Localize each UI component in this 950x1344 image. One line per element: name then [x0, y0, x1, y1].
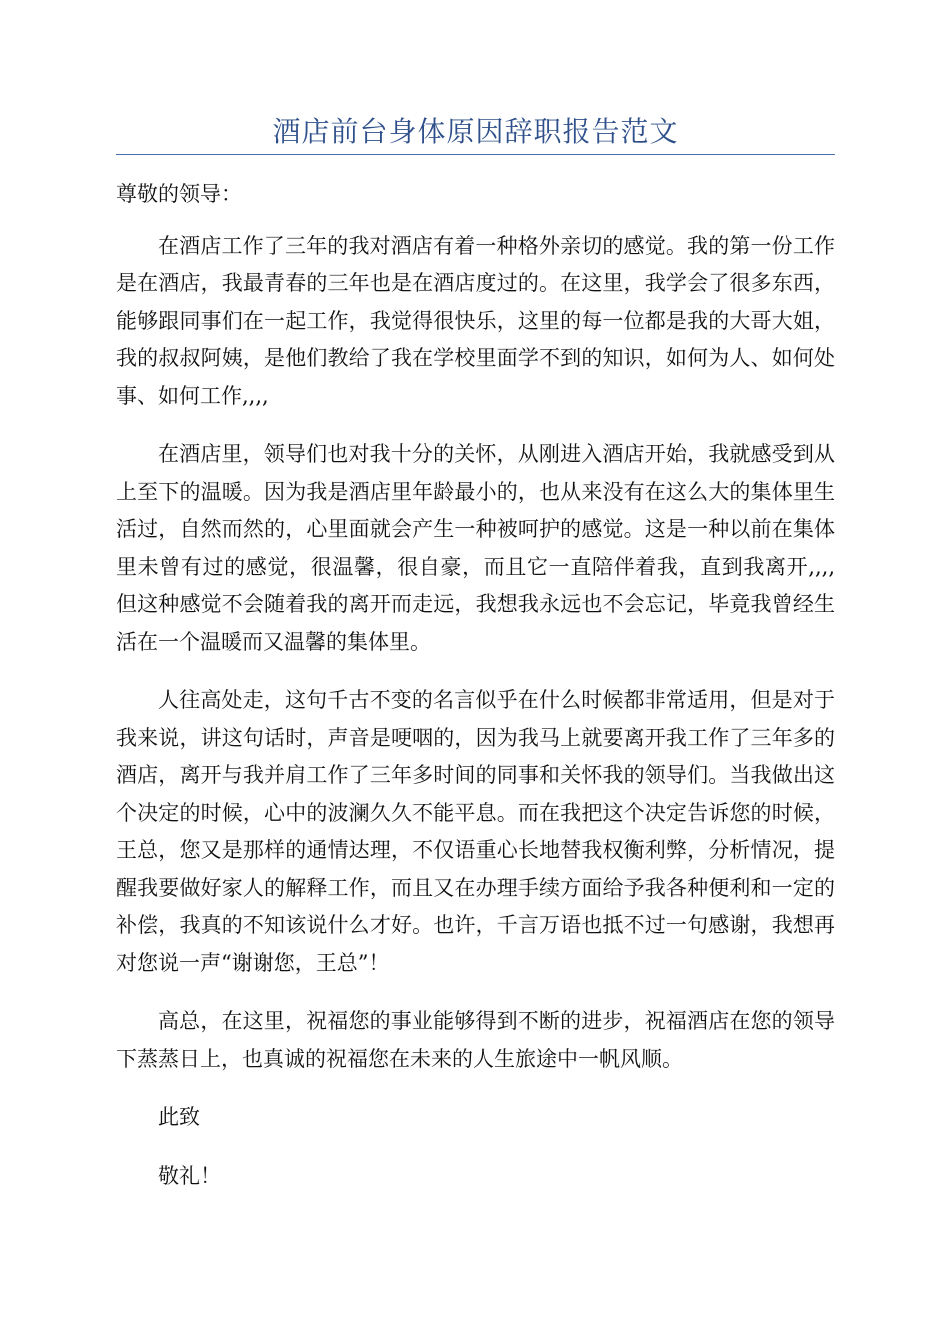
paragraph-3: 人往高处走，这句千古不变的名言似乎在什么时候都非常适用，但是对于我来说，讲这句话时，声音是哽咽的，因为我马上就要离开我工作了三年多的酒店，离开与我并肩工作了三年多时间的同事和关怀我的领导们。当我做出这个决定的时候，心中的波澜久久不能平息。而在我把这个决定告诉您的时候，王总，您又是那样的通情达理，不仅语重心长地替我权衡利弊，分析情况，提醒我要做好家人的解释工作，而且又在办理手续方面给予我各种便利和一定的补偿，我真的不知该说什么才好。也许，千言万语也抵不过一句感谢，我想再对您说一声“谢谢您，王总”！: [116, 688, 835, 975]
document-title: 酒店前台身体原因辞职报告范文: [272, 115, 679, 148]
title-underline: [116, 154, 835, 155]
document-body: [116, 176, 835, 1216]
paragraph-1: 在酒店工作了三年的我对酒店有着一种格外亲切的感觉。我的第一份工作是在酒店，我最青春的三年也是在酒店度过的。在这里，我学会了很多东西，能够跟同事们在一起工作，我觉得很快乐，这里的每一位都是我的大哥大姐，我的叔叔阿姨，是他们教给了我在学校里面学不到的知识，如何为人、如何处事、如何工作,,,,: [116, 233, 835, 408]
closing-jingli: 敬礼！: [158, 1163, 221, 1188]
salutation: 尊敬的领导：: [116, 182, 242, 206]
closing-cizhi: 此致: [158, 1105, 200, 1129]
paragraph-2: 在酒店里，领导们也对我十分的关怀，从刚进入酒店开始，我就感受到从上至下的温暖。因为我是酒店里年龄最小的，也从来没有在这么大的集体里生活过，自然而然的，心里面就会产生一种被呵护的感觉。这是一种以前在集体里未曾有过的感觉，很温馨，很自豪，而且它一直陪伴着我，直到我离开,,,,但这种感觉不会随着我的离开而走远，我想我永远也不会忘记，毕竟我曾经生活在一个温暖而又温馨的集体里。: [116, 442, 835, 654]
paragraph-4: 高总，在这里，祝福您的事业能够得到不断的进步，祝福酒店在您的领导下蒸蒸日上，也真诚的祝福您在未来的人生旅途中一帆风顺。: [116, 1009, 835, 1071]
